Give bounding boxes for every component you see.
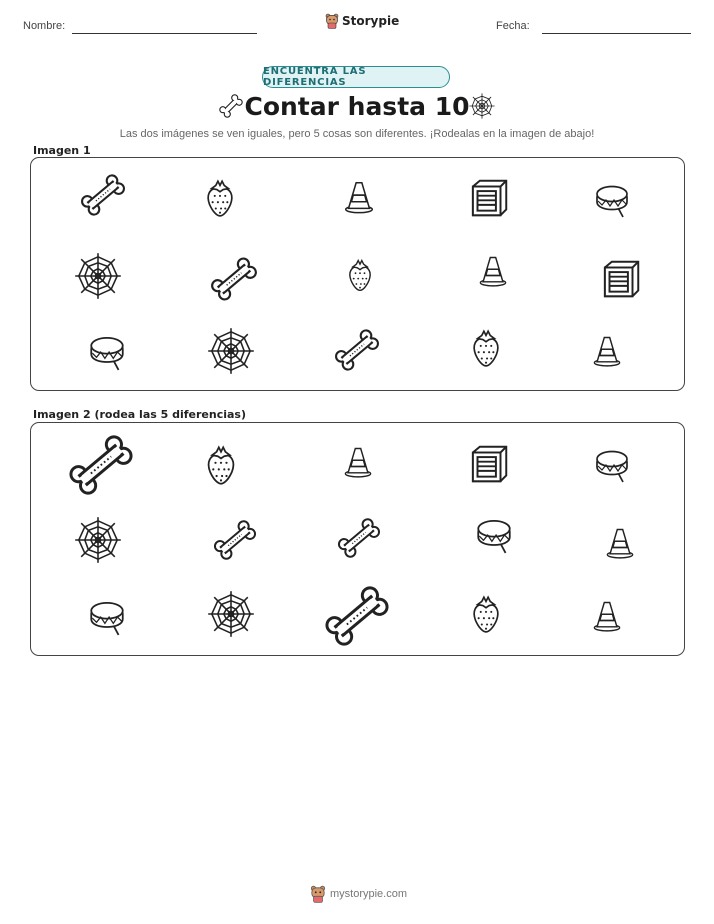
strawberry-icon — [342, 252, 378, 298]
activity-badge: ENCUENTRA LAS DIFERENCIAS — [262, 66, 450, 88]
footer-url: mystorypie.com — [330, 888, 408, 900]
panel-2-label: Imagen 2 (rodea las 5 diferencias) — [33, 408, 247, 421]
cone-icon — [589, 331, 625, 371]
drum-icon — [86, 327, 128, 375]
panel-1-label: Imagen 1 — [33, 144, 91, 157]
crate-icon — [598, 256, 644, 302]
bear-mascot-icon — [310, 885, 326, 903]
drum-icon[interactable] — [473, 511, 515, 557]
spiderweb-icon[interactable] — [207, 590, 255, 638]
bone-icon — [80, 172, 126, 218]
date-label: Fecha: — [496, 20, 530, 32]
cone-icon[interactable] — [589, 595, 625, 637]
instructions-text: Las dos imágenes se ven iguales, pero 5 cosas son diferentes. ¡Rodealas en la imagen de abajo! — [119, 128, 595, 140]
storypie-logo — [325, 13, 399, 29]
strawberry-icon[interactable] — [465, 589, 507, 639]
cone-icon — [340, 175, 378, 219]
date-line[interactable] — [542, 33, 691, 34]
name-line[interactable] — [72, 33, 257, 34]
cone-icon[interactable] — [340, 441, 376, 483]
bone-icon[interactable] — [337, 516, 381, 560]
cone-icon — [475, 250, 511, 292]
bone-icon[interactable] — [213, 518, 257, 562]
spiderweb-icon[interactable] — [74, 516, 122, 564]
strawberry-icon — [465, 323, 507, 373]
page-title: Contar hasta 10 — [244, 92, 470, 121]
drum-icon[interactable] — [592, 439, 632, 489]
bone-icon[interactable] — [68, 432, 134, 498]
crate-icon[interactable] — [466, 441, 512, 487]
drum-icon — [592, 174, 632, 224]
bone-icon[interactable] — [324, 583, 390, 649]
strawberry-icon — [199, 173, 241, 223]
bone-icon — [210, 255, 258, 303]
bone-icon — [334, 327, 380, 373]
footer — [310, 885, 407, 903]
drum-icon[interactable] — [86, 591, 128, 641]
name-label: Nombre: — [23, 20, 66, 32]
cone-icon[interactable] — [602, 522, 638, 564]
spiderweb-icon — [74, 252, 122, 300]
bear-mascot-icon — [325, 13, 339, 29]
spiderweb-icon — [468, 92, 496, 120]
strawberry-icon[interactable] — [199, 440, 243, 490]
spiderweb-icon — [207, 327, 255, 375]
crate-icon — [466, 175, 512, 221]
brand-name: Storypie — [342, 14, 400, 28]
